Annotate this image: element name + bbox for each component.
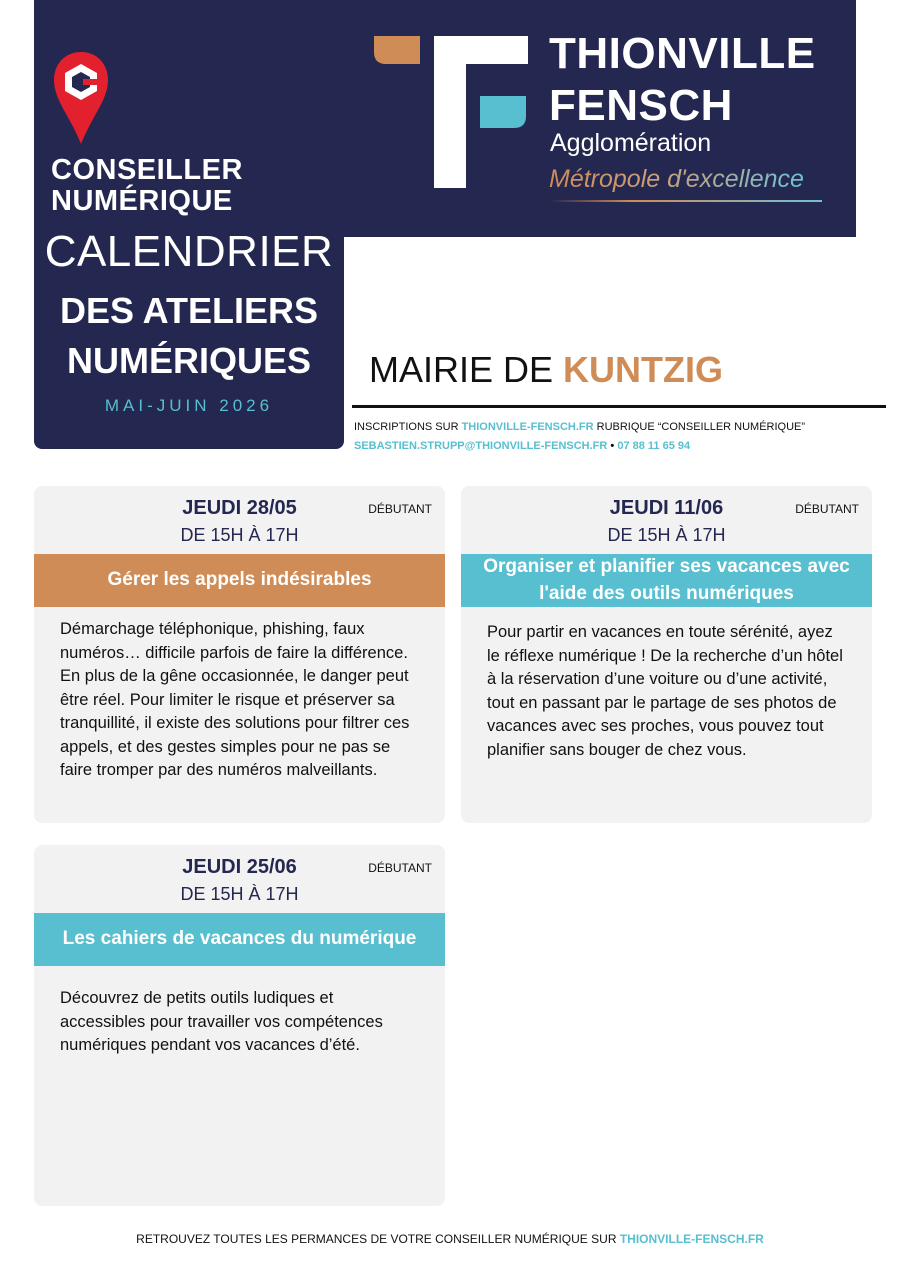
workshop-card [461, 486, 872, 823]
venue-title [369, 349, 724, 390]
logo-name-line1: THIONVILLE [549, 29, 816, 78]
workshop-date: JEUDI 11/06 [609, 497, 724, 519]
contact-email[interactable]: SEBASTIEN.STRUPP@THIONVILLE-FENSCH.FR [354, 440, 608, 452]
footer [0, 1233, 900, 1245]
logo-subtitle: Agglomération [550, 129, 712, 157]
workshop-time: DE 15H À 17H [180, 884, 299, 904]
workshop-card [34, 486, 445, 823]
workshop-title: Les cahiers de vacances du numérique [34, 913, 445, 966]
contact-phone[interactable]: 07 88 11 65 94 [617, 440, 691, 452]
brand-title-line1: CONSEILLER [51, 154, 243, 186]
calendar-title: CALENDRIER [44, 227, 334, 276]
workshop-level: DÉBUTANT [795, 502, 859, 516]
venue-prefix: MAIRIE DE [369, 349, 564, 390]
workshop-description: Pour partir en vacances en toute sérénité, ayez le réflexe numérique ! De la recherche d’un hôtel à la réservation d’une voiture ou d’une activité, tout en passant par le partage de ses photos de vacances avec ses proches, vous pouvez tout planifier sans bouger de chez vous. [487, 623, 843, 759]
logo-underline [549, 200, 822, 202]
calendar-period: MAI-JUIN 2026 [104, 396, 274, 415]
contact-info [354, 441, 690, 452]
registration-suffix: RUBRIQUE “CONSEILLER NUMÉRIQUE” [593, 421, 806, 433]
logo-name-line2: FENSCH [549, 81, 733, 130]
workshop-date: JEUDI 25/06 [182, 856, 297, 878]
footer-text: RETROUVEZ TOUTES LES PERMANCES DE VOTRE CONSEILLER NUMÉRIQUE SUR [136, 1232, 620, 1246]
workshop-title: Gérer les appels indésirables [34, 554, 445, 607]
workshop-card [34, 845, 445, 1206]
footer-link[interactable]: THIONVILLE-FENSCH.FR [619, 1232, 764, 1246]
contact-separator: • [607, 440, 618, 452]
venue-name: KUNTZIG [563, 349, 724, 390]
workshop-level: DÉBUTANT [368, 861, 432, 875]
venue-divider [352, 405, 886, 408]
brand-title-line2: NUMÉRIQUE [51, 185, 233, 217]
workshop-date: JEUDI 28/05 [182, 497, 297, 519]
thionville-fensch-logo-icon [372, 34, 530, 190]
workshop-title: Organiser et planifier ses vacances avec l'aide des outils numériques [461, 554, 872, 607]
calendar-subtitle-line1: DES ATELIERS [59, 290, 319, 331]
map-pin-icon [52, 50, 110, 146]
registration-info [354, 422, 805, 433]
registration-prefix: INSCRIPTIONS SUR [354, 421, 462, 433]
workshop-level: DÉBUTANT [368, 502, 432, 516]
workshop-description: Découvrez de petits outils ludiques et accessibles pour travailler vos compétences numériques pendant vos vacances d’été. [60, 989, 383, 1054]
calendar-subtitle-line2: NUMÉRIQUES [66, 340, 312, 381]
workshop-description: Démarchage téléphonique, phishing, faux numéros… difficile parfois de faire la différence. En plus de la gêne occasionnée, le danger peut être réel. Pour limiter le risque et préserver sa tranquillité, il existe des solutions pour filtrer ces appels, et des gestes simples pour ne pas se faire tromper par des numéros malveillants. [60, 620, 410, 779]
workshop-time: DE 15H À 17H [180, 525, 299, 545]
workshop-time: DE 15H À 17H [607, 525, 726, 545]
logo-tagline: Métropole d'excellence [549, 165, 804, 193]
registration-link[interactable]: THIONVILLE-FENSCH.FR [461, 421, 594, 433]
